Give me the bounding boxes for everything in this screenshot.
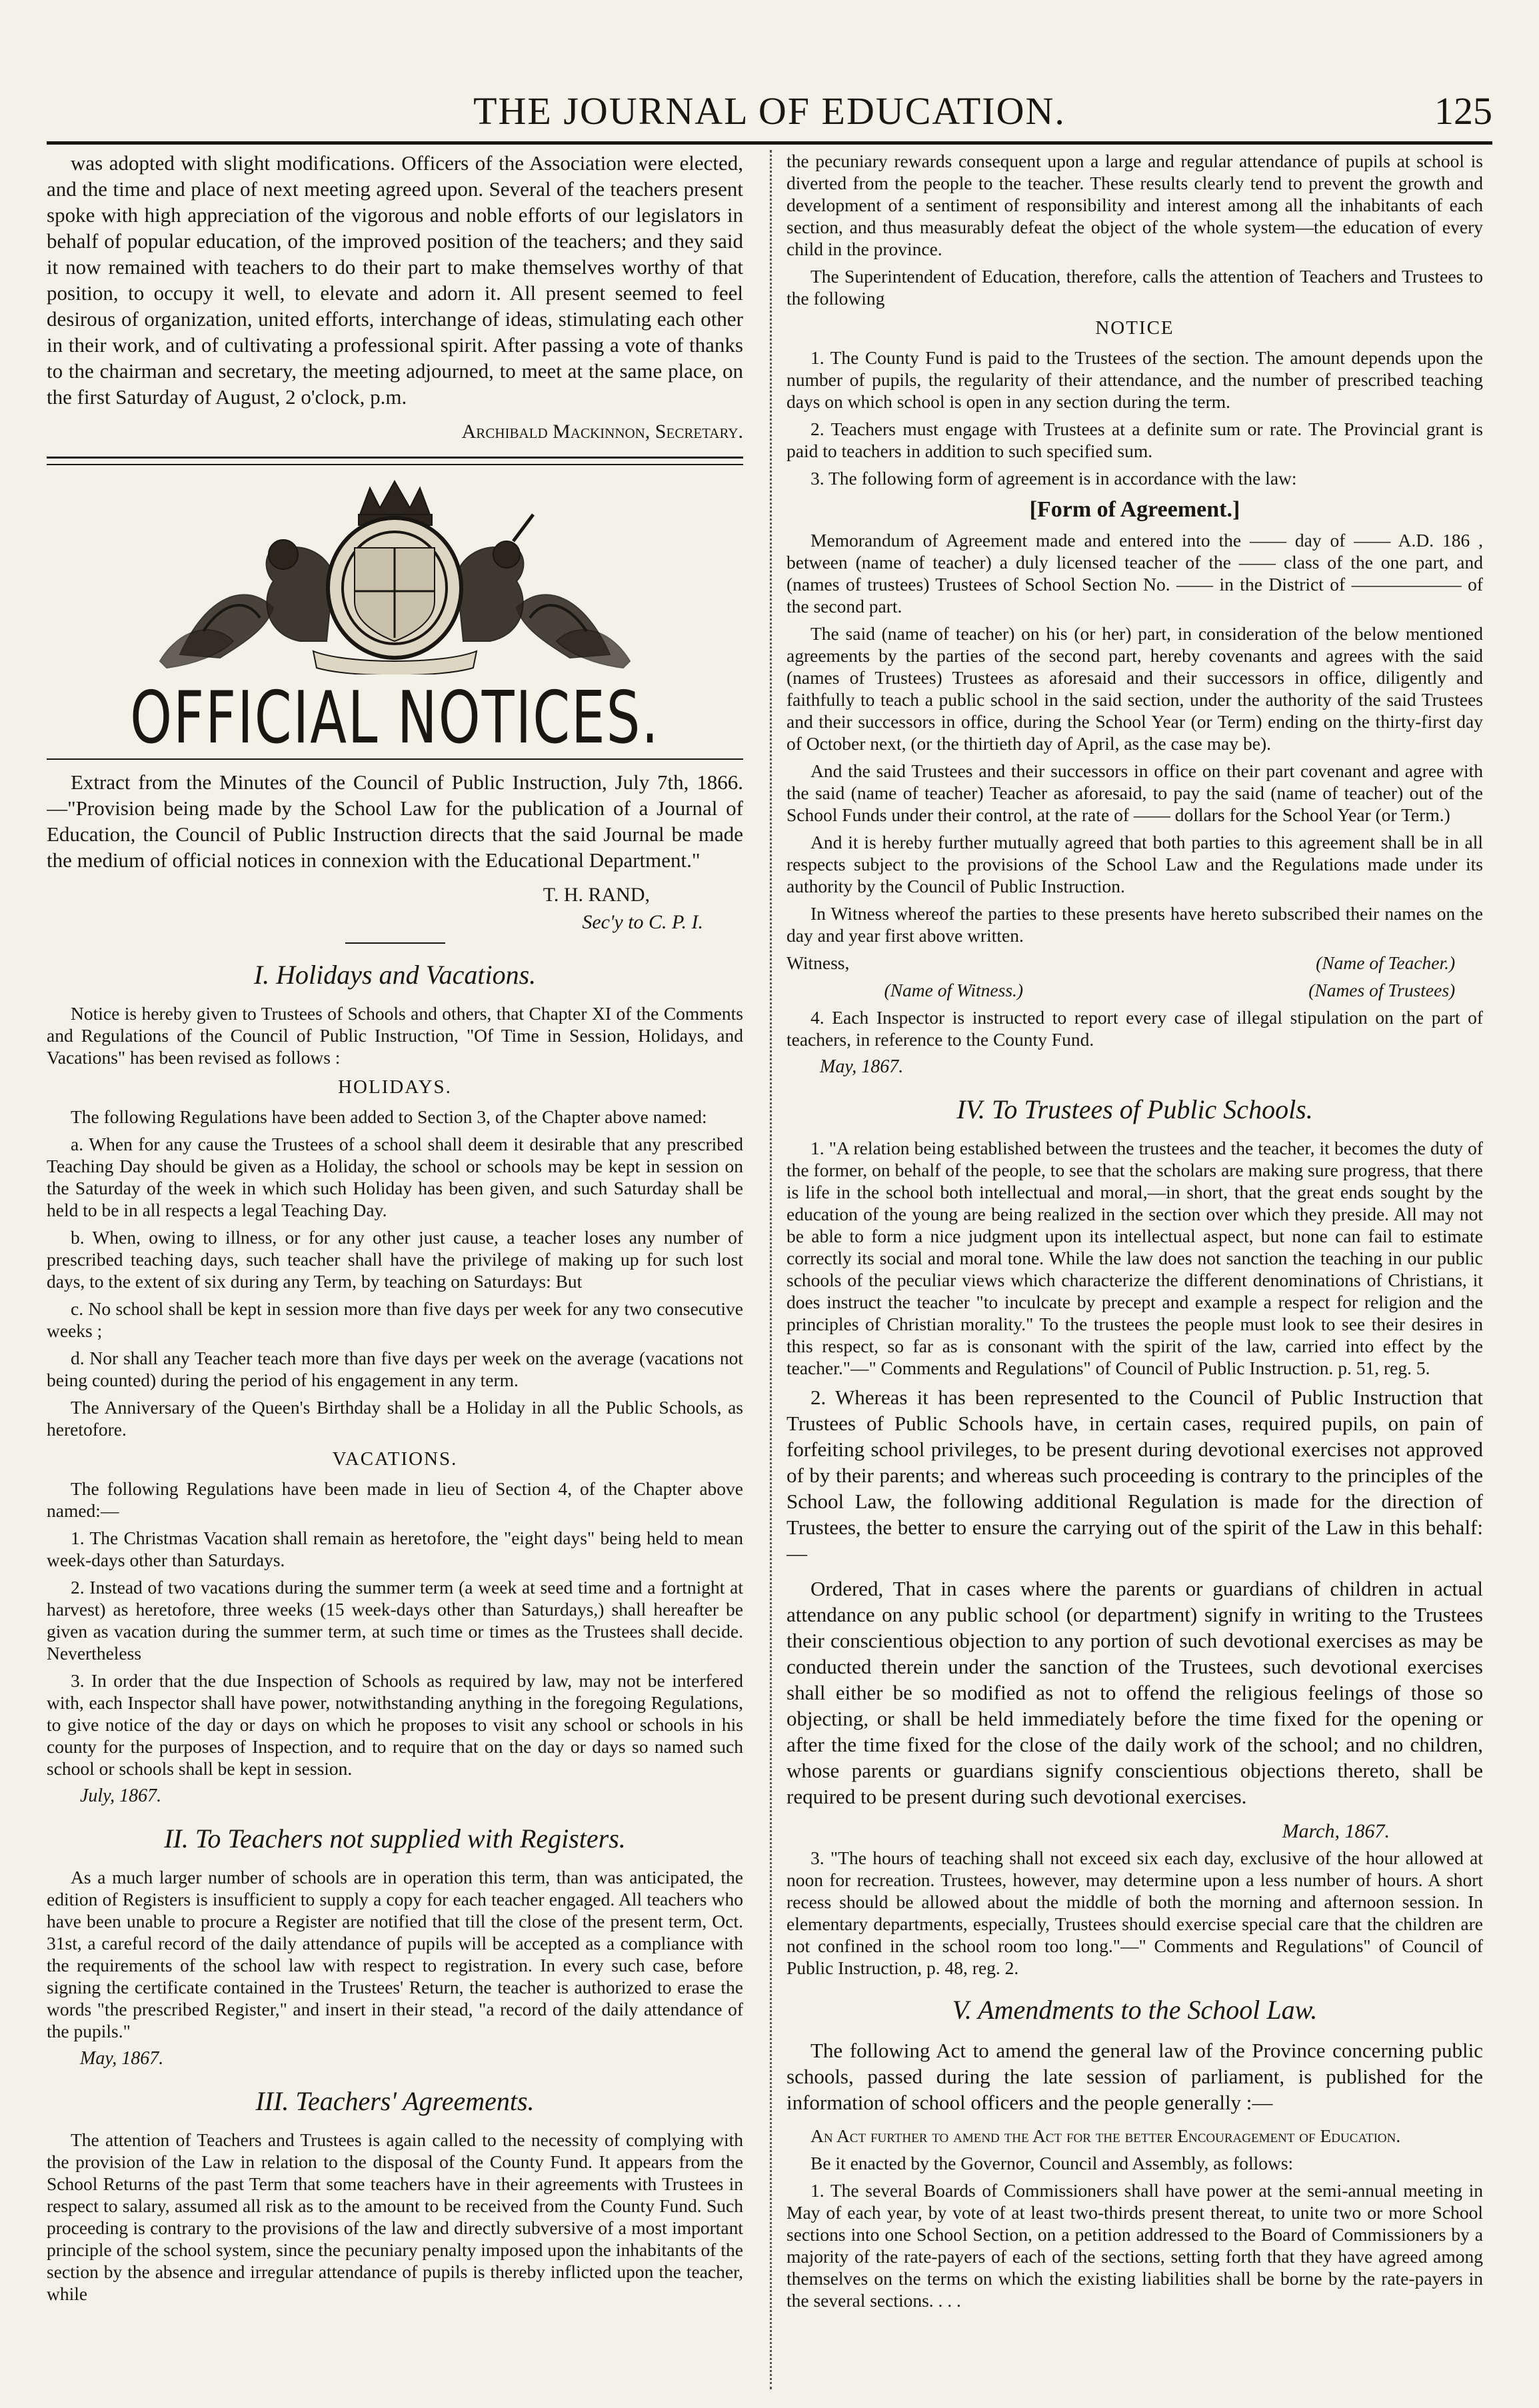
left-column bbox=[47, 150, 743, 2399]
section-1-date: July, 1867. bbox=[80, 1786, 162, 1806]
divider bbox=[345, 942, 445, 944]
form-paragraph-5: In Witness whereof the parties to these presents have hereto subscribed their names on the day and year first above written. bbox=[786, 903, 1483, 946]
section-2-title: II. To Teachers not supplied with Registers. bbox=[164, 1823, 626, 1853]
section-rule-thin bbox=[47, 464, 743, 465]
section-1-intro: Notice is hereby given to Trustees of Schools and others, that Chapter XI of the Comments and Regulations of the Council of Public Instruction, "Of Time in Session, Holidays, and Vacations" has been revised as follows : bbox=[47, 1003, 743, 1068]
section-4-item-3: 3. "The hours of teaching shall not exceed six each day, exclusive of the hour allowed at noon for recreation. Trustees, however, may determine upon a less number of hours. A short recess should be allowed about the middle of both the morning and afternoon session. In elementary departments, especially, Trustees should exercise special care that the children are not confined in the school room too long."—" Comments and Regulations" of Council of Public Instruction, p. 48, reg. 2. bbox=[786, 1847, 1483, 1978]
vacations-heading: VACATIONS. bbox=[332, 1448, 458, 1470]
witness-line bbox=[786, 952, 1483, 974]
section-5-intro: The following Act to amend the general law of the Province concerning public schools, passed during the late session of parliament, is published for the information of school officers and the people generally :— bbox=[786, 2039, 1483, 2114]
secretary-signature: Archibald Mackinnon, Secretary. bbox=[461, 421, 743, 443]
section-3-title: III. Teachers' Agreements. bbox=[255, 2086, 535, 2116]
section-4-ordered-date: March, 1867. bbox=[1282, 1820, 1390, 1842]
holidays-rule-a: a. When for any cause the Trustees of a school shall deem it desirable that any prescribed Teaching Day should be given as a Holiday, the school or schools may be kept in session on the Saturday of the week in which such Holiday has been given, and such Saturday shall be held to be in all respects a legal Teaching Day. bbox=[47, 1134, 743, 1220]
section-4-item-2: 2. Whereas it has been represented to the Council of Public Instruction that Trustees of Public Schools have, in certain cases, required pupils, on pain of forfeiting school privileges, to be present during devotional exercises not approved of by their parents; and whereas such proceeding is contrary to the principles of the School Law, the following additional Regulation is made for the direction of Trustees, the better to ensure the carrying out of the spirit of the Law in this behalf:— bbox=[786, 1386, 1483, 1565]
holidays-rule-c: c. No school shall be kept in session more than five days per week for any two consecutive weeks ; bbox=[47, 1298, 743, 1341]
rand-title: Sec'y to C. P. I. bbox=[582, 911, 703, 933]
section-5-title: V. Amendments to the School Law. bbox=[952, 1995, 1318, 2025]
extract-paragraph: Extract from the Minutes of the Council of Public Instruction, July 7th, 1866.—"Provision being made by the School Law for the publication of a Journal of Education, the Council of Public Instruction directs that the said Journal be made the medium of official notices in connexion with the Educational Department." bbox=[47, 770, 743, 872]
notice-date: May, 1867. bbox=[820, 1056, 904, 1077]
rand-signature: T. H. RAND, bbox=[543, 884, 650, 906]
section-1-title: I. Holidays and Vacations. bbox=[253, 960, 537, 990]
form-of-agreement-heading: [Form of Agreement.] bbox=[1029, 497, 1240, 522]
holidays-rule-d: d. Nor shall any Teacher teach more than five days per week on the average (vacations not being counted) during the period of his engagement in any term. bbox=[47, 1348, 743, 1390]
witness-label: Witness, bbox=[786, 952, 850, 973]
vacations-rule-2: 2. Instead of two vacations during the summer term (a week at seed time and a fortnight at harvest) as heretofore, three weeks (15 week-days other than Saturdays,) shall hereafter be given as vacation during the summer term, at such time or times as the Trustees shall decide. Nevertheless bbox=[47, 1577, 743, 1664]
name-of-teacher: (Name of Teacher.) bbox=[1316, 952, 1456, 973]
holidays-heading: HOLIDAYS. bbox=[338, 1076, 452, 1098]
section-rule bbox=[47, 457, 743, 459]
notice-item-3: 3. The following form of agreement is in accordance with the law: bbox=[810, 468, 1297, 489]
names-of-trustees: (Names of Trustees) bbox=[1308, 980, 1456, 1000]
section-2-text: As a much larger number of schools are in operation this term, than was anticipated, the edition of Registers is insufficient to supply a copy for each teacher engaged. All teachers who have been unable to procure a Register are notified that till the close of the present term, Oct. 31st, a careful record of the daily attendance of pupils will be accepted as a compliance with the requirements of the school law with respect to registration. In every such case, before signing the certificate contained in the Trustees' Return, the teacher is authorized to erase the words "the prescribed Register," and insert in their stead, "a record of the daily attendance of the pupils." bbox=[47, 1867, 743, 2041]
notice-item-4: 4. Each Inspector is instructed to report every case of illegal stipulation on the part of teachers, in reference to the County Fund. bbox=[786, 1007, 1483, 1050]
official-notices-title: OFFICIAL NOTICES. bbox=[130, 676, 660, 760]
section-2-date: May, 1867. bbox=[80, 2048, 164, 2069]
page-header bbox=[47, 88, 1492, 141]
act-clause-1: 1. The several Boards of Commissioners shall have power at the semi-annual meeting in May of each year, by vote of at least two-thirds present thereat, to unite two or more School sections into one School Section, on a petition addressed to the Board of Commissioners by a majority of the rate-payers of each of the sections, setting forth that they have agreed among themselves on the terms on which the existing liabilities shall be borne by the rate-payers in the several sections. . . . bbox=[786, 2180, 1483, 2311]
act-enactment: Be it enacted by the Governor, Council and Assembly, as follows: bbox=[810, 2153, 1294, 2173]
page-number: 125 bbox=[1434, 89, 1492, 133]
act-title: An Act further to amend the Act for the better Encouragement of Education. bbox=[810, 2125, 1401, 2146]
section-3-text: The attention of Teachers and Trustees is again called to the necessity of complying with the provision of the Law in relation to the disposal of the County Fund. It appears from the School Returns of the past Term that some teachers have in their agreements with Trustees in respect to salary, assumed all risk as to the amount to be received from the County Fund. Such proceeding is contrary to the provisions of the law and directly subversive of a most important principle of the school system, since the pecuniary penalty imposed upon the inhabitants of the section by the absence and irregular attendance of pupils is thereby inflicted upon the teacher, while bbox=[47, 2129, 743, 2304]
holidays-queens-birthday: The Anniversary of the Queen's Birthday shall be a Holiday in all the Public Schools, as heretofore. bbox=[47, 1397, 743, 1440]
name-of-witness: (Name of Witness.) bbox=[884, 980, 1024, 1000]
vacations-rule-3: 3. In order that the due Inspection of Schools as required by law, may not be interfered with, each Inspector shall have power, notwithstanding anything in the foregoing Regulations, to give notice of the day or days on which he proposes to visit any school or schools in his county for the purposes of Inspection, and to require that on the day or days so named such school or schools shall be kept in session. bbox=[47, 1670, 743, 1779]
section-4-item-1: 1. "A relation being established between the trustees and the teacher, it becomes the duty of the former, on behalf of the people, to see that the scholars are making sure progress, that there is life in the school both intellectual and moral,—in short, that the great ends sought by the education of the young are being realized in the section over which they preside. All may not be able to form a nice judgment upon its intellectual aspect, but none can fail to estimate correctly its social and moral tone. While the law does not sanction the teaching in our public schools of the peculiar views which characterize the different denominations of Christians, it does instruct the teacher "to inculcate by precept and example a respect for religion and the principles of Christian morality." To the trustees the people must look to see their desires in this respect, so far as is consonant with the spirit of the law, carried into effect by the teacher."—" Comments and Regulations" of Council of Public Instruction. p. 51, reg. 5. bbox=[786, 1138, 1483, 1378]
right-column bbox=[786, 150, 1483, 2399]
section-4-title: IV. To Trustees of Public Schools. bbox=[956, 1094, 1313, 1124]
section-4-ordered: Ordered, That in cases where the parents or guardians of children in actual attendance on any public school (or department) signify in writing to the Trustees their conscientious objection to any portion of such devotional exercises as may be conducted therein under the sanction of the Trustees, such devotional exercises shall either be so modified as not to offend the religious feelings of those so objecting, or shall be held immediately before the time fixed for the opening or after the time fixed for the close of the daily work of the school; and no children, whose parents or guardians signify conscientious objections thereto, shall be required to be present during such devotional exercises. bbox=[786, 1577, 1483, 1808]
notice-item-1: 1. The County Fund is paid to the Trustees of the section. The amount depends upon the number of pupils, the regularity of their attendance, and the number of prescribed teaching days on which school is open in any section during the term. bbox=[786, 347, 1483, 412]
holidays-rule-b: b. When, owing to illness, or for any other just cause, a teacher loses any number of prescribed teaching days, such teacher shall have the privilege of making up for such lost days, to the extent of six during any Term, by teaching on Saturdays: But bbox=[47, 1227, 743, 1292]
vacations-rule-1: 1. The Christmas Vacation shall remain as heretofore, the "eight days" being held to mean week-days other than Saturdays. bbox=[47, 1528, 743, 1570]
holidays-intro: The following Regulations have been added to Section 3, of the Chapter above named: bbox=[71, 1106, 707, 1127]
form-paragraph-2: The said (name of teacher) on his (or her) part, in consideration of the below mentioned agreements by the parties of the second part, hereby covenants and agrees with the said (names of Trustees) Trustees as aforesaid and their successors in office, diligently and faithfully to teach a public school in the said section, under the authority of the said Trustees and their successors in office, during the School Year (or Term) ending on the thirty-first day of October next, (or the thirtieth day of April, as the case may be). bbox=[786, 623, 1483, 754]
column-divider bbox=[770, 150, 772, 2389]
continued-paragraph: was adopted with slight modifications. Officers of the Association were elected, and the time and place of next meeting agreed upon. Several of the teachers present spoke with high appreciation of the vigorous and noble efforts of our legislators in behalf of popular education, of the improved position of the teachers; and they said it now remained with teachers to do their part to make themselves worthy of that position, to occupy it well, to elevate and adorn it. All present seemed to feel desirous of organization, united efforts, interchange of ideas, stimulating each other in their work, and of cultivating a professional spirit. After passing a vote of thanks to the chairman and secretary, the meeting adjourned, to meet at the same place, on the first Saturday of August, 2 o'clock, p.m. bbox=[47, 151, 743, 409]
witness-names-line bbox=[786, 979, 1483, 1001]
notice-heading: NOTICE bbox=[1095, 317, 1174, 339]
continued-paragraph-right: the pecuniary rewards consequent upon a large and regular attendance of pupils at school is diverted from the people to the teacher. These results clearly tend to prevent the growth and development of a sentiment of responsibility and interest among all the inhabitants of each section, and thus measurably defeat the object of the whole system—the education of every child in the province. bbox=[786, 151, 1483, 259]
form-paragraph-4: And it is hereby further mutually agreed that both parties to this agreement shall be in all respects subject to the provisions of the School Law and the Regulations made under its authority by the Council of Public Instruction. bbox=[786, 832, 1483, 896]
form-paragraph-1: Memorandum of Agreement made and entered into the —— day of —— A.D. 186 , between (name of teacher) a duly licensed teacher of the —— class of the one part, and (names of trustees) Trustees of School Section No. —— in the District of —————— of the second part. bbox=[786, 530, 1483, 616]
notice-item-2: 2. Teachers must engage with Trustees at a definite sum or rate. The Provincial grant is paid to teachers in addition to such specified sum. bbox=[786, 419, 1483, 461]
superintendent-note: The Superintendent of Education, therefore, calls the attention of Teachers and Trustees to the following bbox=[786, 266, 1483, 309]
royal-arms-icon bbox=[47, 475, 743, 674]
official-notices-emblem bbox=[47, 475, 743, 760]
form-paragraph-3: And the said Trustees and their successors in office on their part covenant and agree with the said (name of teacher) Teacher as aforesaid, to pay the said (name of teacher) out of the School Funds under their control, at the rate of —— dollars for the School Year (or Term.) bbox=[786, 760, 1483, 825]
vacations-intro: The following Regulations have been made in lieu of Section 4, of the Chapter above named:— bbox=[47, 1478, 743, 1521]
journal-title: THE JOURNAL OF EDUCATION. bbox=[473, 89, 1066, 133]
header-rule bbox=[47, 141, 1492, 145]
